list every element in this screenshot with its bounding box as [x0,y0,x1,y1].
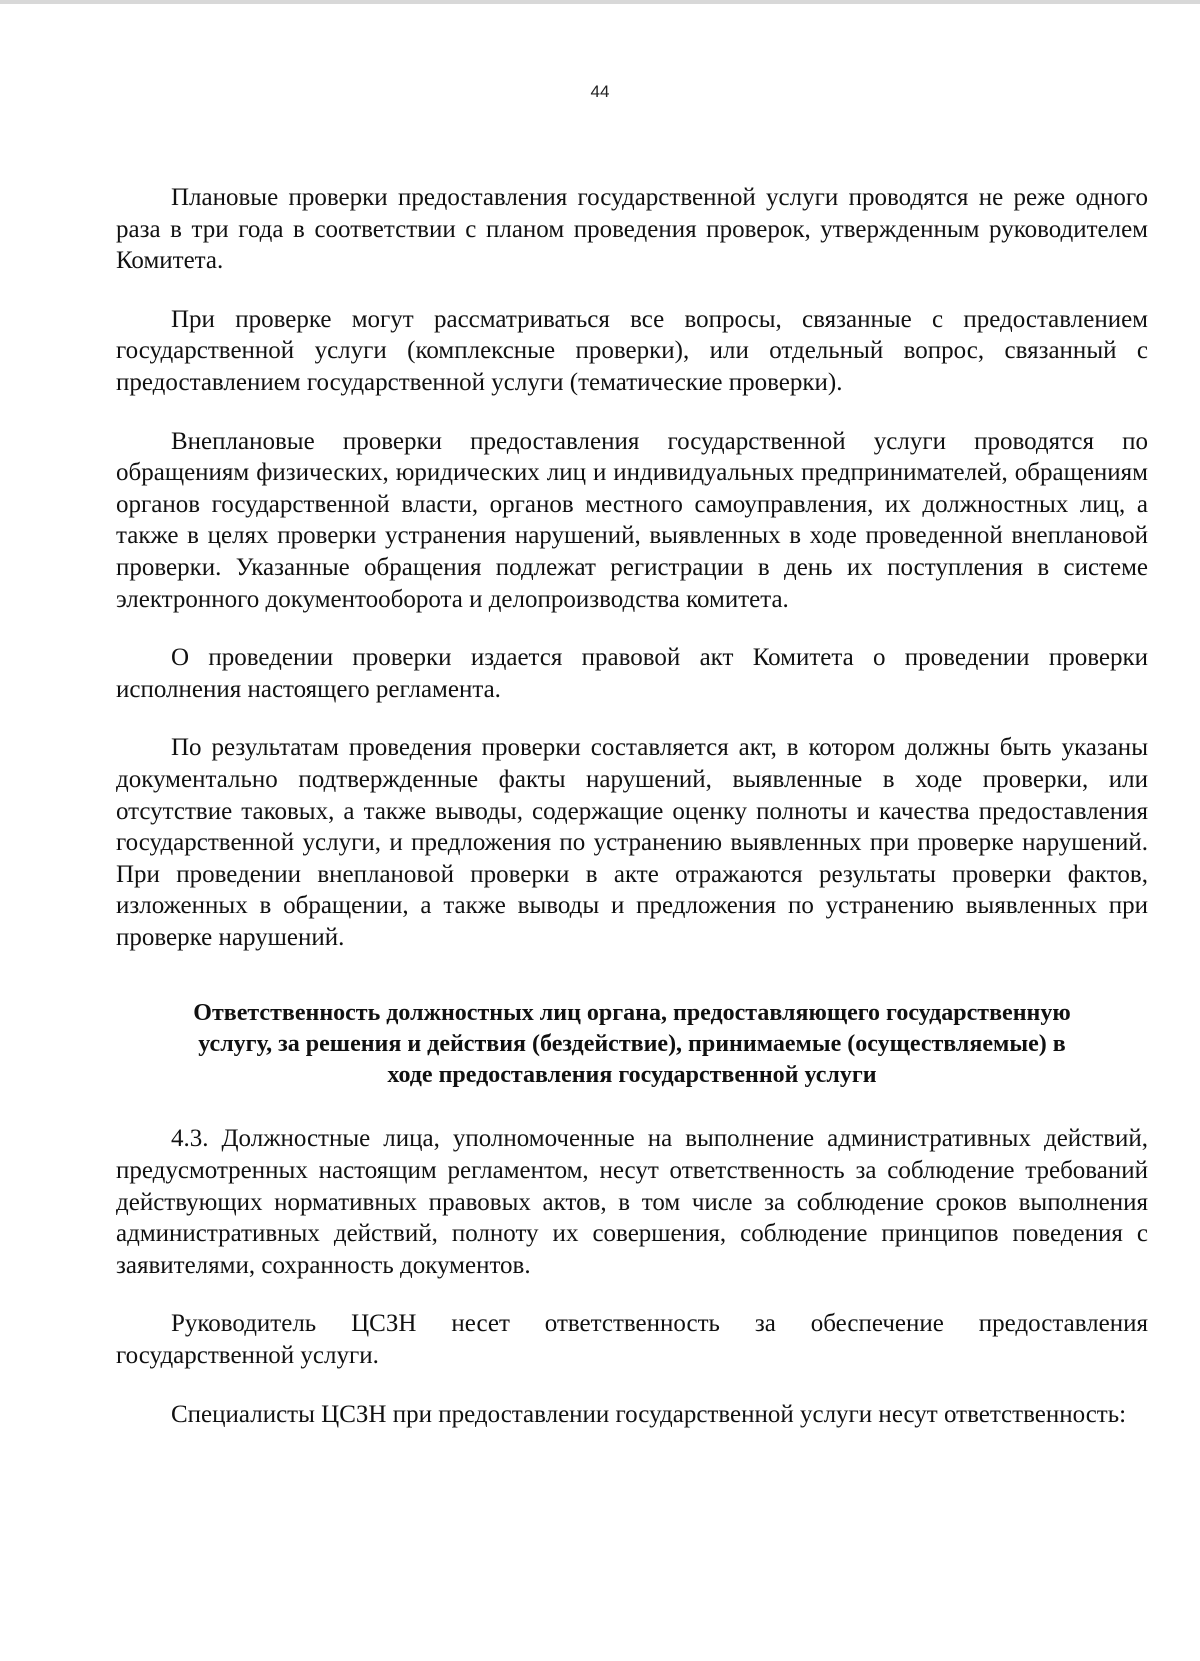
paragraph-planned-inspections: Плановые проверки предоставления государственной услуги проводятся не реже одного раза в три года в соответствии с планом проведения проверок, утвержденным руководителем Комитета. [116,184,1148,275]
section-heading: Ответственность должностных лиц органа, предоставляющего государственную услугу, за решения и действия (бездействие), принимаемые (осуществляемые) в ходе предоставления государственной услуги [193,1000,1071,1089]
paragraph-inspection-order: О проведении проверки издается правовой акт Комитета о проведении проверки исполнения настоящего регламента. [116,644,1148,703]
paragraph-inspection-scope: При проверке могут рассматриваться все вопросы, связанные с предоставлением государственной услуги (комплексные проверки), или отдельный вопрос, связанный с предоставлением государственной услуги (тематические проверки). [116,305,1148,396]
paragraph-unplanned-inspections: Внеплановые проверки предоставления государственной услуги проводятся по обращениям физических, юридических лиц и индивидуальных предпринимателей, обращениям органов государственной власти, органов местного самоуправления, их должностных лиц, а также в целях проверки устранения нарушений, выявленных в ходе проведенной внеплановой проверки. Указанные обращения подлежат регистрации в день их поступления в системе электронного документооборота и делопроизводства комитета. [116,427,1148,613]
paragraph-inspection-results: По результатам проведения проверки составляется акт, в котором должны быть указаны документально подтвержденные факты нарушений, выявленные в ходе проверки, или отсутствие таковых, а также выводы, содержащие оценку полноты и качества предоставления государственной услуги, и предложения по устранению выявленных при проверке нарушений. При проведении внеплановой проверки в акте отражаются результаты проверки фактов, изложенных в обращении, а также выводы и предложения по устранению выявленных при проверке нарушений. [116,734,1148,951]
page-top-edge [0,0,1200,4]
paragraph-head-responsibility: Руководитель ЦСЗН несет ответственность за обеспечение предоставления государственной услуги. [116,1310,1148,1370]
paragraph-officials-responsibility: 4.3. Должностные лица, уполномоченные на выполнение административных действий, предусмотренных настоящим регламентом, несут ответственность за соблюдение требований действующих нормативных правовых актов, в том числе за соблюдение сроков выполнения административных действий, полноту их совершения, соблюдение принципов поведения с заявителями, сохранность документов. [116,1125,1148,1279]
paragraph-specialists-responsibility: Специалисты ЦСЗН при предоставлении государственной услуги несут ответственность: [171,1400,1127,1428]
page-number: 44 [590,82,610,101]
document-body [116,182,1148,1457]
